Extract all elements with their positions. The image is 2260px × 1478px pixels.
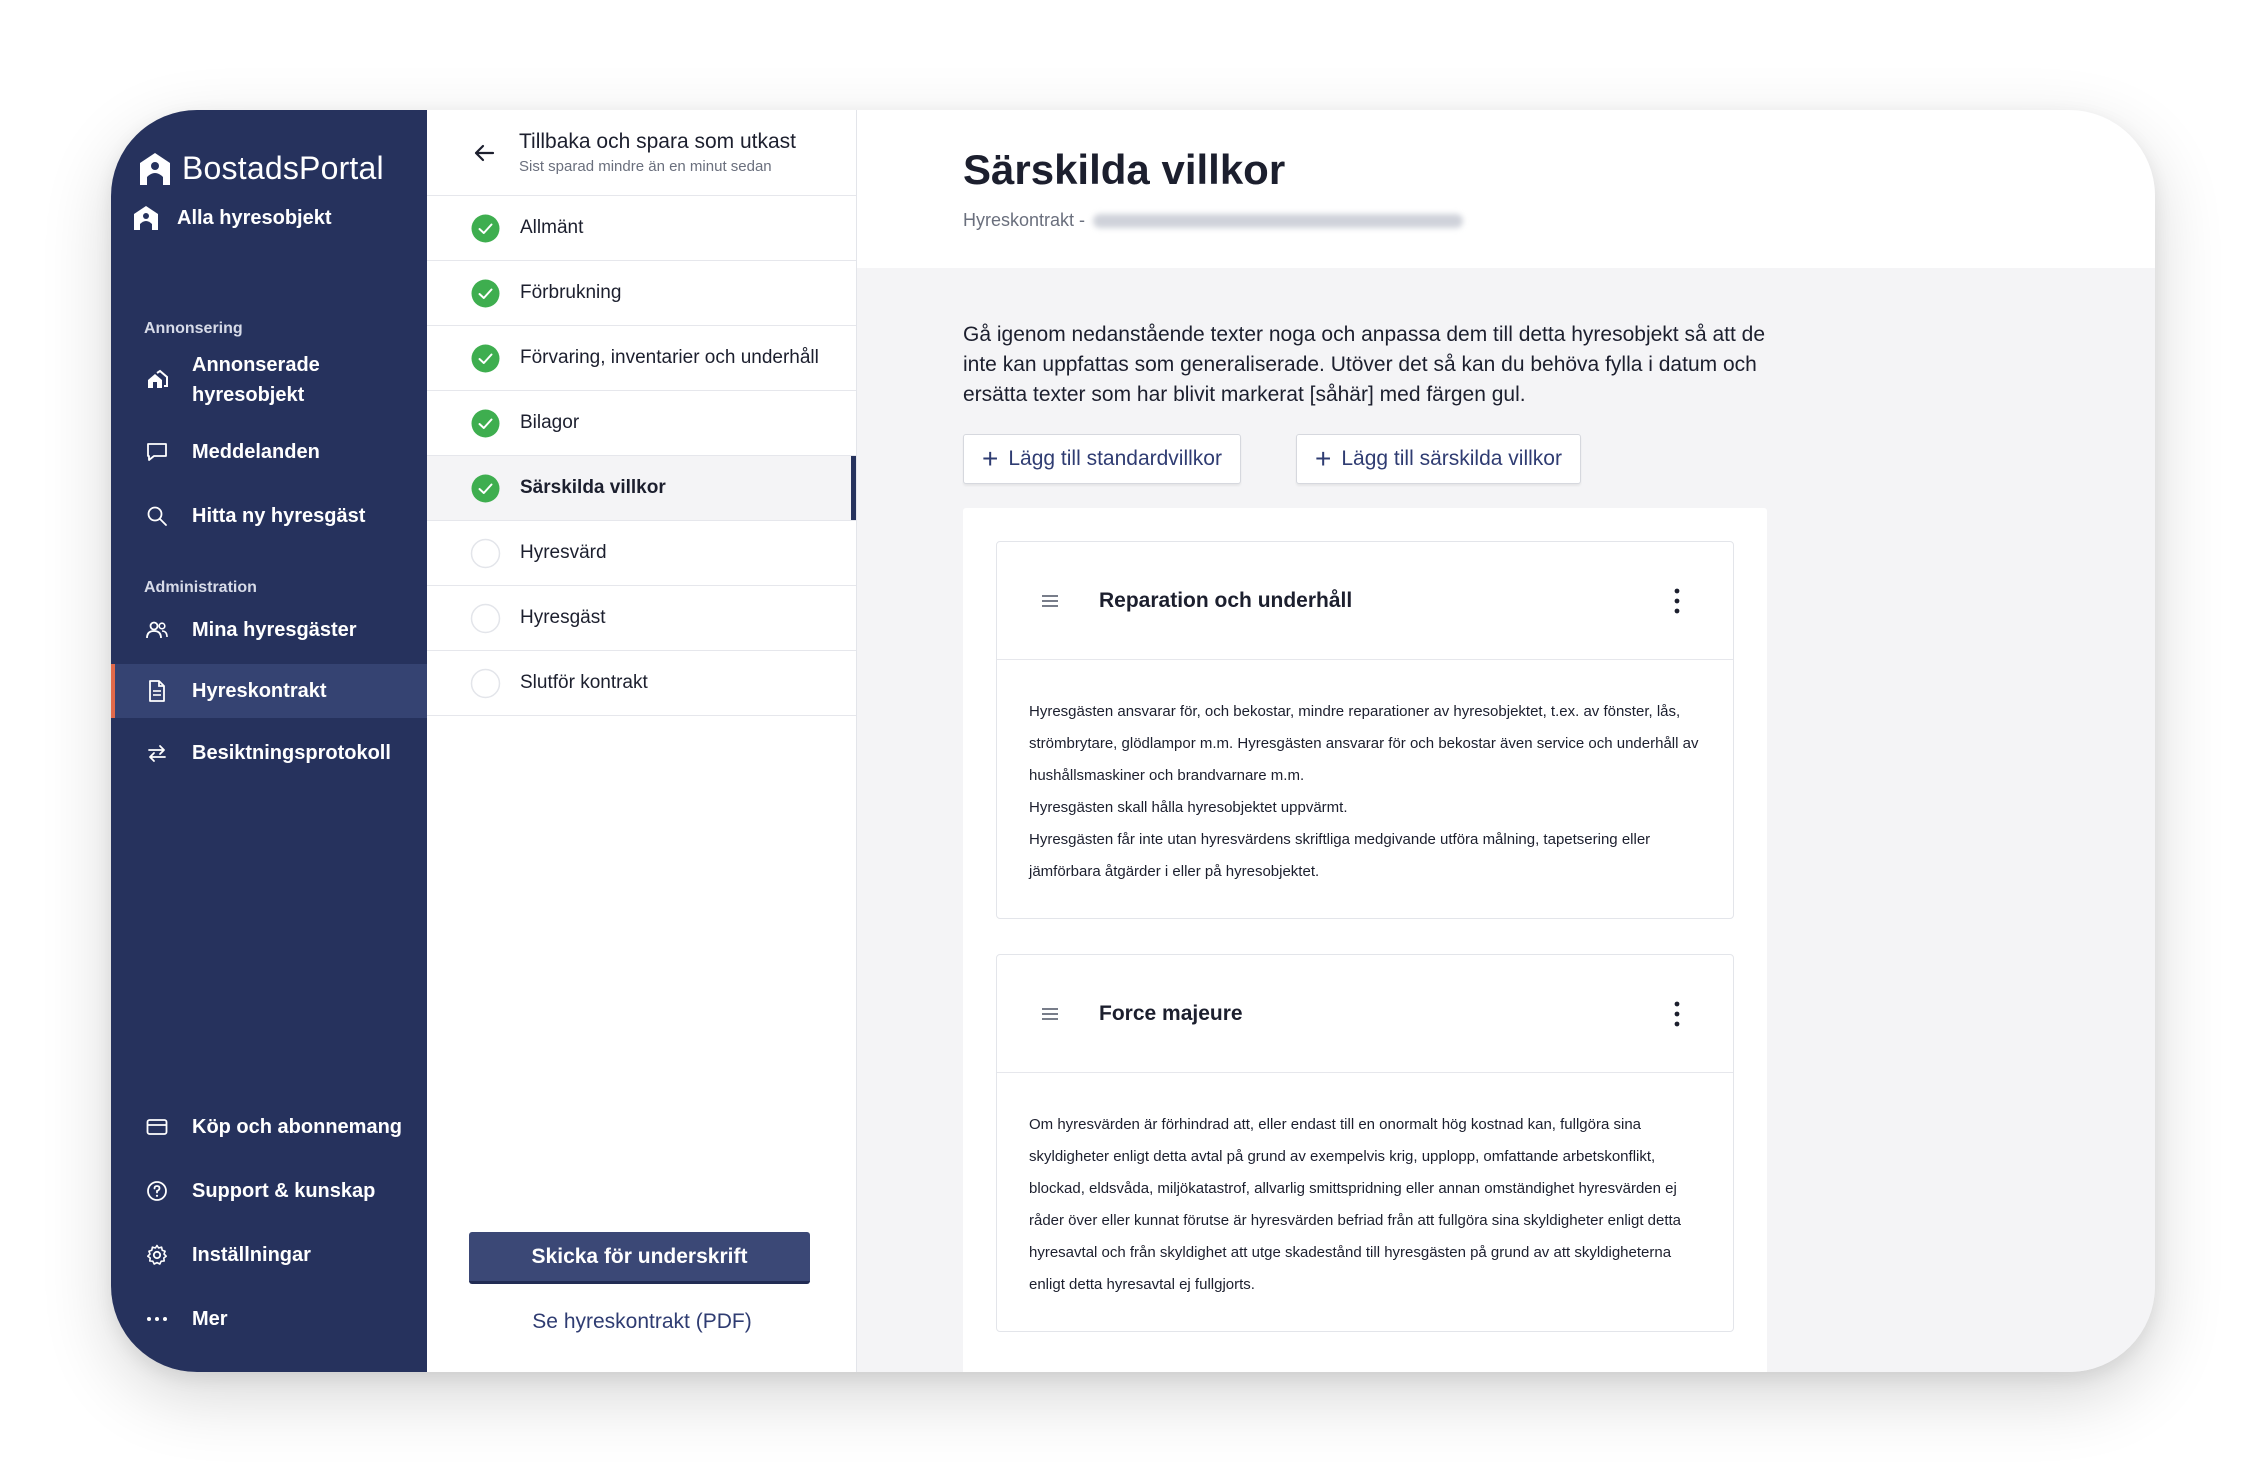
send-for-signature-button[interactable]: Skicka för underskrift: [469, 1232, 810, 1284]
check-circle-icon: [470, 473, 501, 504]
sidebar-item-label: Hitta ny hyresgäst: [192, 505, 366, 527]
step-label: Särskilda villkor: [520, 477, 666, 498]
section-label-annonsering: Annonsering: [144, 320, 243, 337]
sidebar-item-label: Besiktningsprotokoll: [192, 742, 391, 764]
term-card-body[interactable]: [997, 660, 1733, 918]
step-item[interactable]: [427, 196, 856, 261]
step-item[interactable]: [427, 391, 856, 456]
add-standard-terms-button[interactable]: [963, 434, 1241, 484]
sidebar-item-label: Alla hyresobjekt: [177, 206, 332, 229]
help-icon: [144, 1178, 170, 1204]
check-circle-icon: [470, 213, 501, 244]
steps-panel: [427, 110, 857, 1372]
term-paragraph: Hyresgästen skall hålla hyresobjektet uppvärmt.: [1029, 799, 1348, 816]
main-content: [857, 110, 2155, 1372]
sidebar-item-meddelanden[interactable]: [111, 432, 427, 472]
brand[interactable]: [138, 150, 384, 187]
intro-text: Gå igenom nedanstående texter noga och anpassa dem till detta hyresobjekt så att de inte kan uppfattas som generaliserade. Utöver det så kan du behöva fylla i datum och ersätta texter som har blivit markerat [såhär] med färgen gul.: [963, 323, 1766, 406]
step-item[interactable]: [427, 651, 856, 716]
plus-icon: +: [982, 443, 999, 474]
step-label: Allmänt: [520, 217, 584, 238]
page-header: [857, 110, 2155, 268]
last-saved-text: Sist sparad mindre än en minut sedan: [519, 158, 772, 175]
step-label: Förbrukning: [520, 282, 622, 303]
redacted-address: [1093, 214, 1463, 228]
logo-icon: [138, 151, 172, 187]
sidebar-item-hyreskontrakt[interactable]: [111, 664, 427, 718]
sidebar-item-support-kunskap[interactable]: [111, 1171, 427, 1211]
back-title: Tillbaka och spara som utkast: [519, 130, 797, 153]
sidebar-item-label: Annonserade hyresobjekt: [192, 354, 320, 406]
term-paragraph: Hyresgästen får inte utan hyresvärdens skriftliga medgivande utföra målning, tapetsering eller jämförbara åtgärder i eller på hyresobjektet.: [1029, 831, 1651, 880]
sidebar-item-label: Mer: [192, 1308, 228, 1330]
sidebar-item-label: Meddelanden: [192, 441, 320, 463]
sidebar-item-hitta-ny-hyresgast[interactable]: [111, 496, 427, 536]
step-label: Slutför kontrakt: [520, 672, 648, 693]
breadcrumb-prefix: Hyreskontrakt -: [963, 210, 1086, 230]
drag-handle-icon[interactable]: [1041, 1007, 1059, 1021]
sidebar-item-besiktningsprotokoll[interactable]: [111, 733, 427, 773]
check-circle-icon: [470, 278, 501, 309]
document-icon: [144, 678, 170, 704]
section-label-administration: Administration: [144, 579, 257, 596]
add-special-terms-button[interactable]: [1296, 434, 1581, 484]
sidebar-item-label: Hyreskontrakt: [192, 680, 327, 702]
arrows-icon: [144, 740, 170, 766]
sidebar-item-installningar[interactable]: [111, 1235, 427, 1275]
sidebar-item-annonserade-hyresobjekt[interactable]: [111, 348, 427, 412]
term-card-title: Force majeure: [1099, 1001, 1243, 1025]
term-card-header: [997, 542, 1733, 660]
step-label: Hyresgäst: [520, 607, 606, 628]
breadcrumb: [963, 210, 2155, 231]
step-item[interactable]: [427, 586, 856, 651]
more-options-icon[interactable]: [1673, 588, 1681, 614]
dots-icon: [144, 1306, 170, 1332]
sidebar-item-alla-hyresobjekt[interactable]: [131, 198, 427, 238]
step-item[interactable]: [427, 261, 856, 326]
step-label: Förvaring, inventarier och underhåll: [520, 347, 819, 368]
houses-icon: [144, 367, 170, 393]
sidebar-item-kop-och-abonnemang[interactable]: [111, 1107, 427, 1147]
step-item[interactable]: [427, 521, 856, 586]
sidebar: [111, 110, 427, 1372]
check-circle-icon: [470, 408, 501, 439]
plus-icon: +: [1315, 443, 1332, 474]
brand-name: BostadsPortal: [182, 150, 384, 186]
check-circle-icon: [470, 343, 501, 374]
empty-circle-icon: [470, 603, 501, 634]
step-item[interactable]: [427, 326, 856, 391]
step-item[interactable]: [427, 456, 856, 521]
sidebar-item-label: Inställningar: [192, 1244, 311, 1266]
back-save-draft[interactable]: [427, 110, 856, 196]
term-paragraph: Om hyresvärden är förhindrad att, eller endast till en onormalt hög kostnad kan, fullgöra sina skyldigheter enligt detta avtal på grund av exempelvis krig, upplopp, omfattande arbetskonflikt, blockad, eldsvåda, miljökatastrof, allvarlig smittspridning eller annan omständighet hyresvärden ej råder över eller kunnat förutse är hyresvärden befriad från att fullgöra sina skyldigheter enligt detta hyresavtal och från skyldighet att utge skadestånd till hyresgästen på grund av att skyldigheterna enligt detta hyresavtal ej fullgjorts.: [1029, 1116, 1682, 1293]
term-paragraph: Hyresgästen ansvarar för, och bekostar, mindre reparationer av hyresobjektet, t.ex. av fönster, lås, strömbrytare, glödlampor m.m. Hyresgästen ansvarar för och bekostar även service och underhåll av hushållsmaskiner och brandvarnare m.m.: [1029, 703, 1699, 784]
term-card: [996, 541, 1734, 919]
empty-circle-icon: [470, 668, 501, 699]
empty-circle-icon: [470, 538, 501, 569]
add-special-terms-label: Lägg till särskilda villkor: [1341, 447, 1562, 470]
search-icon: [144, 503, 170, 529]
card-icon: [144, 1114, 170, 1140]
term-card-title: Reparation och underhåll: [1099, 588, 1353, 612]
steps-list: [427, 196, 856, 716]
sidebar-item-label: Köp och abonnemang: [192, 1116, 402, 1138]
step-label: Bilagor: [520, 412, 580, 433]
app-window: [111, 110, 2155, 1372]
term-card: [996, 954, 1734, 1332]
drag-handle-icon[interactable]: [1041, 594, 1059, 608]
step-label: Hyresvärd: [520, 542, 607, 563]
users-icon: [144, 617, 170, 643]
terms-container: [963, 508, 1767, 1372]
sidebar-item-mina-hyresgaster[interactable]: [111, 610, 427, 650]
sidebar-item-mer[interactable]: [111, 1299, 427, 1339]
chat-icon: [144, 439, 170, 465]
gear-icon: [144, 1242, 170, 1268]
term-card-header: [997, 955, 1733, 1073]
arrow-left-icon: [471, 140, 497, 166]
add-standard-terms-label: Lägg till standardvillkor: [1008, 447, 1222, 470]
sidebar-item-label: Mina hyresgäster: [192, 619, 357, 641]
page-title: Särskilda villkor: [963, 146, 1286, 193]
house-icon: [131, 203, 161, 233]
term-card-body[interactable]: [997, 1073, 1733, 1331]
view-contract-pdf-link[interactable]: Se hyreskontrakt (PDF): [532, 1310, 752, 1333]
sidebar-item-label: Support & kunskap: [192, 1180, 376, 1202]
more-options-icon[interactable]: [1673, 1001, 1681, 1027]
